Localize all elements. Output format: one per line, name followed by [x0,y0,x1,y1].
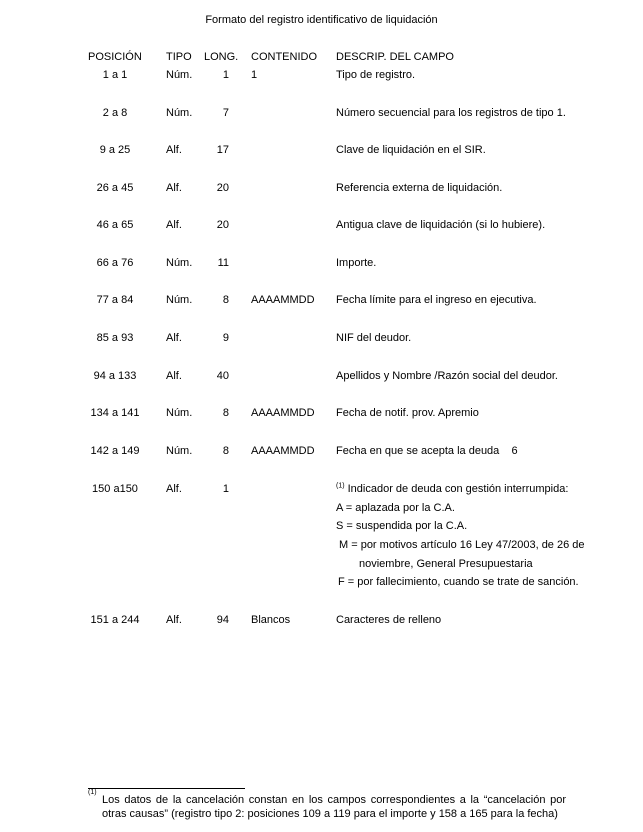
option-aplazada: A = aplazada por la C.A. [336,502,455,514]
cell-long: 1 [222,483,229,495]
cell-posicion: 134 a 141 [90,407,140,419]
cell-posicion: 142 a 149 [90,445,140,457]
cell-descripcion [336,483,568,495]
cell-tipo: Núm. [166,69,193,81]
cell-tipo: Alf. [166,614,182,626]
table-row [0,69,643,89]
footnote-reference: (1) [336,482,345,490]
table-row [0,107,643,127]
cell-posicion: 1 a 1 [102,69,128,81]
cell-tipo: Núm. [166,107,193,119]
cell-tipo: Alf. [166,370,182,382]
cell-long: 94 [216,614,229,626]
cell-contenido: Blancos [251,614,291,626]
cell-descripcion: Tipo de registro. [336,69,416,81]
footnote-line-1: Los datos de la cancelación constan en los campos correspondientes a la “cancelación por [102,794,566,806]
footnote-line-2: otras causas” (registro tipo 2: posiciones 109 a 119 para el importe y 158 a 165 para la fecha) [102,808,558,820]
cell-long: 17 [216,144,229,156]
cell-posicion: 26 a 45 [96,182,134,194]
cell-posicion: 46 a 65 [96,219,134,231]
cell-posicion: 85 a 93 [96,332,134,344]
cell-long: 9 [222,332,229,344]
table-row [0,370,643,390]
cell-posicion: 2 a 8 [102,107,128,119]
cell-long: 8 [222,294,229,306]
table-row [0,332,643,352]
cell-long: 20 [216,182,229,194]
table-row [0,144,643,164]
cell-descripcion: Número secuencial para los registros de tipo 1. [336,107,566,119]
header-long: LONG. [204,51,239,63]
header-posicion: POSICIÓN [88,51,142,63]
table-row [0,219,643,239]
cell-descripcion: Importe. [336,257,377,269]
cell-tipo: Alf. [166,483,182,495]
cell-descripcion: Apellidos y Nombre /Razón social del deudor. [336,370,558,382]
page-title: Formato del registro identificativo de liquidación [205,14,438,26]
footnote: (1) Los datos de la cancelación constan en los campos correspondientes a la “cancelación por otras causas” (registro tipo 2: posiciones 109 a 119 para el importe y 158 a 165 para la fecha) [88,789,566,820]
cell-contenido: AAAAMMDD [251,294,315,306]
option-fallecimiento: F = por fallecimiento, cuando se trate de sanción. [338,576,579,588]
cell-long: 1 [222,69,229,81]
cell-descripcion: Clave de liquidación en el SIR. [336,144,486,156]
option-motivos: M = por motivos artículo 16 Ley 47/2003, de 26 de [339,539,585,551]
cell-long: 8 [222,445,229,457]
cell-descripcion: Referencia externa de liquidación. [336,182,503,194]
cell-tipo: Alf. [166,144,182,156]
cell-long: 11 [217,257,229,269]
cell-contenido: 1 [251,69,258,81]
cell-long: 40 [216,370,229,382]
header-contenido: CONTENIDO [251,51,317,63]
cell-posicion: 94 a 133 [93,370,137,382]
cell-tipo: Alf. [166,182,182,194]
table-row [0,182,643,202]
cell-posicion: 66 a 76 [96,257,134,269]
cell-posicion: 151 a 244 [90,614,140,626]
cell-tipo: Alf. [166,219,182,231]
table-row [0,294,643,314]
cell-long: 8 [222,407,229,419]
table-row [0,407,643,427]
cell-posicion: 9 a 25 [99,144,131,156]
cell-tipo: Núm. [166,257,193,269]
cell-posicion: 77 a 84 [96,294,134,306]
header-tipo: TIPO [166,51,192,63]
table-row [0,445,643,465]
footnote-divider [88,788,245,789]
cell-contenido: AAAAMMDD [251,407,315,419]
cell-long: 7 [222,107,229,119]
table-row [0,614,643,634]
option-motivos-cont: noviembre, General Presupuestaria [359,558,533,570]
cell-descripcion-text: Indicador de deuda con gestión interrumpida: [344,483,569,495]
cell-descripcion: NIF del deudor. [336,332,412,344]
cell-posicion: 150 a150 [92,483,138,495]
table-row [0,257,643,277]
cell-descripcion: Antigua clave de liquidación (si lo hubiere). [336,219,546,231]
cell-tipo: Núm. [166,445,193,457]
cell-descripcion: Caracteres de relleno [336,614,442,626]
cell-tipo: Alf. [166,332,182,344]
cell-contenido: AAAAMMDD [251,445,315,457]
cell-tipo: Núm. [166,407,193,419]
cell-descripcion: Fecha en que se acepta la deuda 6 [336,445,518,457]
cell-descripcion: Fecha de notif. prov. Apremio [336,407,479,419]
table-row [0,483,643,503]
cell-descripcion: Fecha límite para el ingreso en ejecutiva. [336,294,537,306]
cell-tipo: Núm. [166,294,193,306]
header-descrip: DESCRIP. DEL CAMPO [336,51,454,63]
cell-long: 20 [216,219,229,231]
option-suspendida: S = suspendida por la C.A. [336,520,468,532]
